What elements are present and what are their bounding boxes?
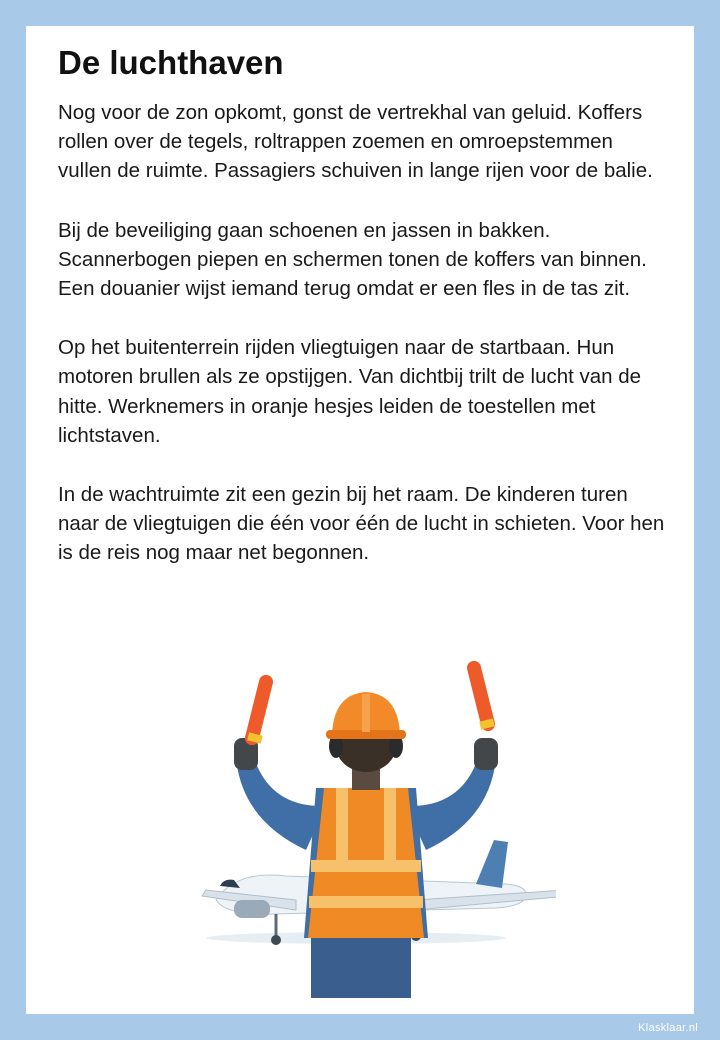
- paragraph-3: Op het buitenterrein rijden vliegtuigen naar de startbaan. Hun motoren brullen als ze opstijgen. Van dichtbij trilt de lucht van de hitte. Werknemers in oranje hesjes leiden de toestellen met lichtstaven.: [58, 336, 642, 447]
- paragraph-4: In de wachtruimte zit een gezin bij het raam. De kinderen turen naar de vliegtuigen die één voor één de lucht in schieten. Voor hen is de reis nog maar net begonnen.: [58, 483, 665, 565]
- footer-credit: Klasklaar.nl: [638, 1022, 698, 1034]
- marshaller-illustration: [176, 638, 556, 998]
- light-stick-right-icon: [465, 659, 496, 732]
- page-title: De luchthaven: [58, 44, 284, 81]
- paragraph-1: Nog voor de zon opkomt, gonst de vertrekhal van geluid. Koffers rollen over de tegels, roltrappen zoemen en omroepstemmen vullen de ruimte. Passagiers schuiven in lange rijen voor de balie.: [58, 101, 653, 183]
- paragraph-2: Bij de beveiliging gaan schoenen en jassen in bakken. Scannerbogen piepen en schermen tonen de koffers van binnen. Een douanier wijst iemand terug omdat er een fles in de tas zit.: [58, 218, 647, 301]
- light-stick-left-icon: [243, 673, 274, 746]
- text-body: [58, 98, 670, 598]
- marshaller-figure: [234, 659, 498, 998]
- worksheet-card: [26, 26, 694, 1014]
- helmet-icon: [326, 692, 406, 739]
